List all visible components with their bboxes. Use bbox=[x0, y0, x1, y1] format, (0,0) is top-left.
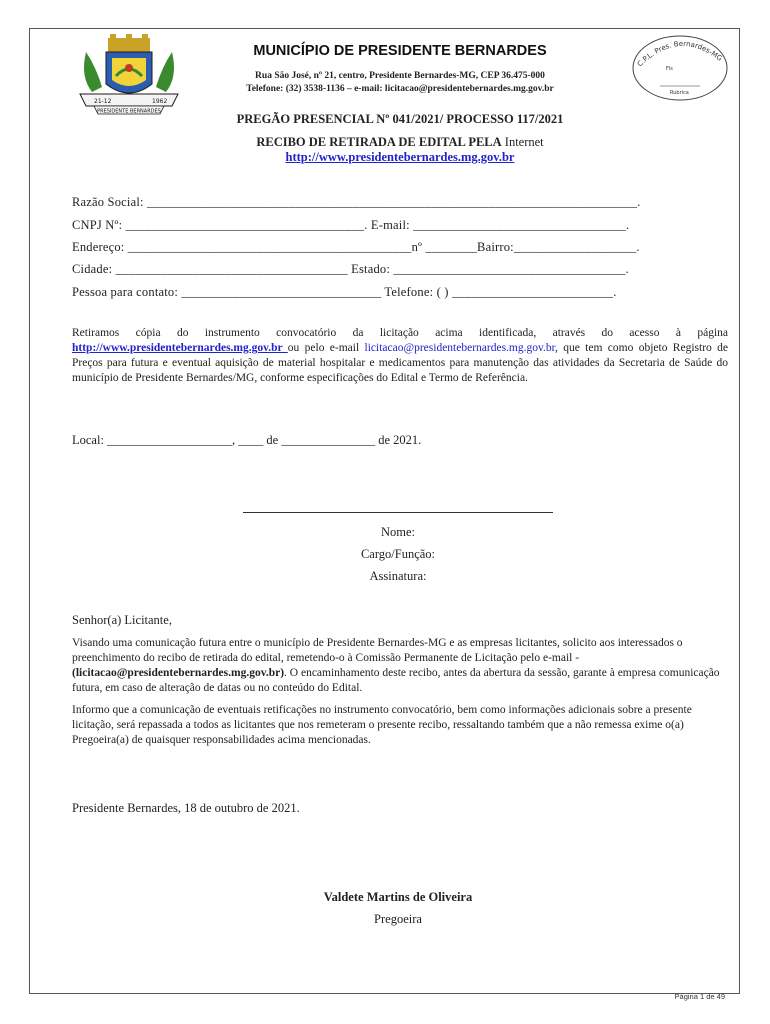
greeting: Senhor(a) Licitante, bbox=[72, 613, 172, 627]
signer-name: Valdete Martins de Oliveira bbox=[323, 890, 473, 904]
razao-social-field: Razão Social: ____________________________________________________________________________. bbox=[72, 195, 641, 209]
cnpj-email-field: CNPJ Nº: _____________________________________. E-mail: _________________________________. bbox=[72, 218, 630, 232]
paragraph1-email-link[interactable]: licitacao@presidentebernardes.mg.gov.br bbox=[364, 342, 555, 354]
recibo-heading-bold: RECIBO DE RETIRADA DE EDITAL PELA bbox=[256, 135, 502, 149]
recibo-heading-rest: Internet bbox=[501, 135, 544, 149]
signature-line bbox=[243, 512, 553, 513]
banner-bottom-text: PRESIDENTE BERNARDES bbox=[97, 108, 161, 115]
stamp-fls-label: Fls bbox=[666, 66, 673, 72]
address-line: Rua São José, nº 21, centro, Presidente Bernardes-MG, CEP 36.475-000 bbox=[255, 71, 545, 81]
contact-line: Telefone: (32) 3538-1136 – e-mail: licitacao@presidentebernardes.mg.gov.br bbox=[246, 84, 554, 94]
stamp-ring-text: C.P.L. Pres. Bernardes-MG bbox=[635, 39, 724, 69]
crown bbox=[108, 38, 150, 52]
banner-right-text: 1962 bbox=[152, 98, 168, 105]
informo-paragraph: Informo que a comunicação de eventuais retificações no instrumento convocatório, bem como informações adicionais sobre a presente licitação, será repassada a todos as licitantes que nos remeteram o presente recibo, ressaltando também que a não remessa exime o(a) Pregoeira(a) de quaisquer responsabilidades acima mencionadas. bbox=[72, 704, 692, 746]
retirada-paragraph bbox=[72, 326, 728, 386]
paragraph1-website-link[interactable]: http://www.presidentebernardes.mg.gov.br bbox=[72, 342, 288, 354]
municipality-title: MUNICÍPIO DE PRESIDENTE BERNARDES bbox=[253, 43, 547, 59]
banner-left-text: 21-12 bbox=[94, 98, 112, 105]
date-line: Presidente Bernardes, 18 de outubro de 2021. bbox=[72, 801, 300, 815]
assinatura-label: Assinatura: bbox=[369, 569, 427, 583]
cidade-estado-field: Cidade: ____________________________________ Estado: ____________________________________. bbox=[72, 262, 629, 276]
pregao-heading: PREGÃO PRESENCIAL Nº 041/2021/ PROCESSO 117/2021 bbox=[236, 112, 564, 126]
paragraph2-email: (licitacao@presidentebernardes.mg.gov.br) bbox=[72, 667, 285, 679]
contato-telefone-field: Pessoa para contato: _______________________________ Telefone: ( ) _________________________. bbox=[72, 285, 617, 299]
laurel-right bbox=[156, 52, 174, 92]
website-link[interactable]: http://www.presidentebernardes.mg.gov.br bbox=[285, 150, 515, 164]
paragraph1-text-a: Retiramos cópia do instrumento convocatório da licitação acima identificada, através do acesso à página bbox=[72, 327, 728, 339]
paragraph2-text-b: . O encaminhamento deste recibo, antes da abertura da sessão, garante à empresa comunicação futura, em caso de alteração de datas ou no conteúdo do Edital. bbox=[72, 667, 720, 694]
recibo-heading bbox=[150, 135, 650, 150]
page-border bbox=[29, 28, 740, 994]
signer-role: Pregoeira bbox=[374, 912, 422, 926]
nome-label: Nome: bbox=[380, 525, 416, 539]
coat-of-arms-logo bbox=[72, 32, 186, 116]
local-line: Local: ____________________, ____ de _______________ de 2021. bbox=[72, 433, 422, 447]
page-number: Página 1 de 49 bbox=[674, 992, 725, 1001]
comunicacao-paragraph bbox=[72, 636, 728, 696]
stamp-rubrica-label: Rubrica bbox=[670, 90, 689, 96]
cargo-label: Cargo/Função: bbox=[360, 547, 436, 561]
paragraph1-text-c: , que tem como objeto Registro de Preços para futura e eventual aquisição de material hospitalar e medicamentos para manutenção das atividades da Secretaria de Saúde do município de Presidente Bernardes/MG, conforme especificações do Edital e Termo de Referência. bbox=[72, 342, 728, 384]
cpl-stamp bbox=[630, 33, 730, 103]
endereco-field: Endereço: ____________________________________________nº ________Bairro:___________________. bbox=[72, 240, 640, 254]
paragraph2-text-a: Visando uma comunicação futura entre o município de Presidente Bernardes-MG e as empresas licitantes, solicito aos interessados o preenchimento do recibo de retirada do edital, remetendo-o à Comissão Permanente de Licitação pelo e-mail - bbox=[72, 637, 683, 664]
laurel-left bbox=[84, 52, 102, 92]
paragraph1-text-b: ou pelo e-mail bbox=[287, 342, 365, 354]
